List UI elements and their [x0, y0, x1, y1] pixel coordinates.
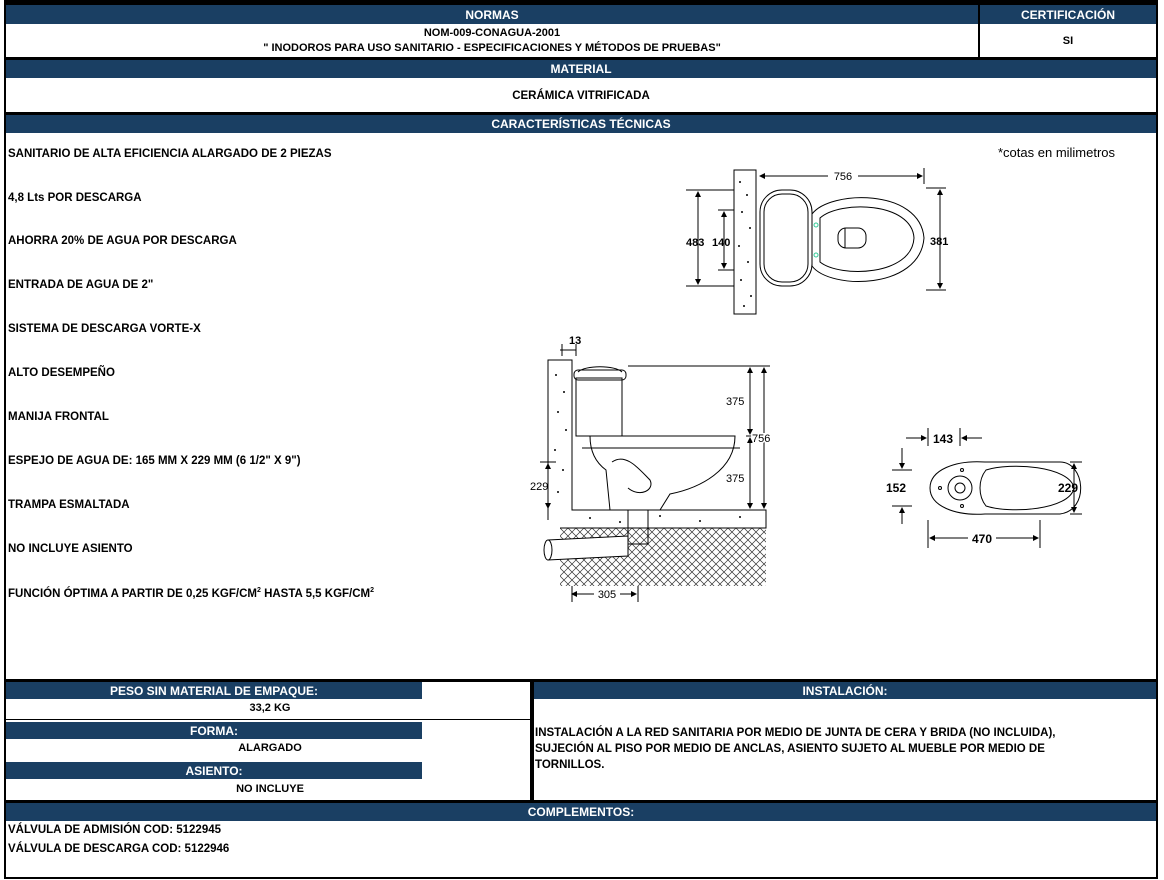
material-header: MATERIAL: [6, 60, 1156, 78]
funcion-mid: HASTA 5,5 KGF/CM: [260, 587, 371, 600]
dim-side-top: 13: [569, 335, 582, 347]
dim-bottom-d: 470: [971, 532, 993, 546]
material-value: CERÁMICA VITRIFICADA: [512, 90, 650, 102]
dim-side-rough-in: 305: [597, 589, 617, 601]
instalacion-line: INSTALACIÓN A LA RED SANITARIA POR MEDIO DE JUNTA DE CERA Y BRIDA (NO INCLUIDA),: [535, 727, 1056, 739]
caracteristicas-header: CARACTERÍSTICAS TÉCNICAS: [6, 115, 1156, 133]
forma-header: FORMA:: [6, 722, 422, 739]
normas-title: " INODOROS PARA USO SANITARIO - ESPECIFICACIONES Y MÉTODOS DE PRUEBAS": [263, 41, 721, 54]
spec-item: ENTRADA DE AGUA DE 2": [8, 279, 154, 291]
spec-item: TRAMPA ESMALTADA: [8, 499, 130, 511]
side-view-bowl: [590, 436, 735, 510]
dim-top-wall: 140: [712, 237, 731, 249]
dim-side-upper: 375: [726, 396, 745, 408]
certificacion-header: CERTIFICACIÓN: [980, 5, 1156, 24]
top-view-wall: [734, 170, 756, 314]
dim-top-width: 756: [833, 171, 853, 183]
instalacion-line: SUJECIÓN AL PISO POR MEDIO DE ANCLAS, ASIENTO SUJETO AL MUEBLE POR MEDIO DE: [535, 743, 1045, 755]
side-view-tank: [576, 378, 622, 436]
spec-item: SISTEMA DE DESCARGA VORTE-X: [8, 323, 201, 335]
spec-item: 4,8 Lts POR DESCARGA: [8, 192, 142, 204]
dim-side-total: 756: [752, 433, 771, 445]
cotas-note: *cotas en milimetros: [998, 145, 1116, 160]
complementos-header: COMPLEMENTOS:: [6, 803, 1156, 821]
forma-value: ALARGADO: [238, 742, 302, 754]
peso-header: PESO SIN MATERIAL DE EMPAQUE:: [6, 682, 422, 699]
instalacion-line: TORNILLOS.: [535, 759, 605, 771]
dim-bottom-b: 152: [886, 481, 907, 495]
certificacion-value: SI: [1062, 35, 1074, 47]
dim-bottom-a: 143: [933, 432, 954, 446]
peso-value: 33,2 KG: [249, 702, 291, 714]
dim-side-inlet: 229: [530, 481, 549, 493]
peso-divider: [6, 719, 532, 720]
dim-side-lower: 375: [726, 473, 745, 485]
asiento-header: ASIENTO:: [6, 762, 422, 779]
funcion-text: FUNCIÓN ÓPTIMA A PARTIR DE 0,25 KGF/CM: [8, 587, 257, 600]
complementos-item: VÁLVULA DE DESCARGA COD: 5122946: [8, 843, 230, 855]
top-view-tank: [760, 190, 812, 286]
instalacion-header: INSTALACIÓN:: [534, 682, 1156, 699]
dim-top-bowl: 381: [930, 236, 949, 248]
dim-top-depth: 483: [686, 237, 705, 249]
spec-item: ESPEJO DE AGUA DE: 165 MM X 229 MM (6 1/2" X 9"): [8, 455, 301, 467]
spec-item: ALTO DESEMPEÑO: [8, 367, 115, 379]
complementos-item: VÁLVULA DE ADMISIÓN COD: 5122945: [8, 824, 222, 836]
dim-bottom-c: 229: [1058, 481, 1079, 495]
normas-code: NOM-009-CONAGUA-2001: [423, 27, 561, 39]
funcion-sup: 2: [256, 587, 261, 594]
asiento-value: NO INCLUYE: [236, 783, 304, 795]
spec-item: MANIJA FRONTAL: [8, 411, 109, 423]
spec-item: AHORRA 20% DE AGUA POR DESCARGA: [8, 235, 237, 247]
normas-header: NORMAS: [6, 5, 978, 24]
spec-item: SANITARIO DE ALTA EFICIENCIA ALARGADO DE 2 PIEZAS: [8, 148, 332, 160]
funcion-sup: 2: [370, 587, 375, 594]
top-view-bowl: [812, 198, 924, 282]
spec-item: NO INCLUYE ASIENTO: [8, 543, 133, 555]
bottom-view-drawing: [892, 428, 1082, 548]
